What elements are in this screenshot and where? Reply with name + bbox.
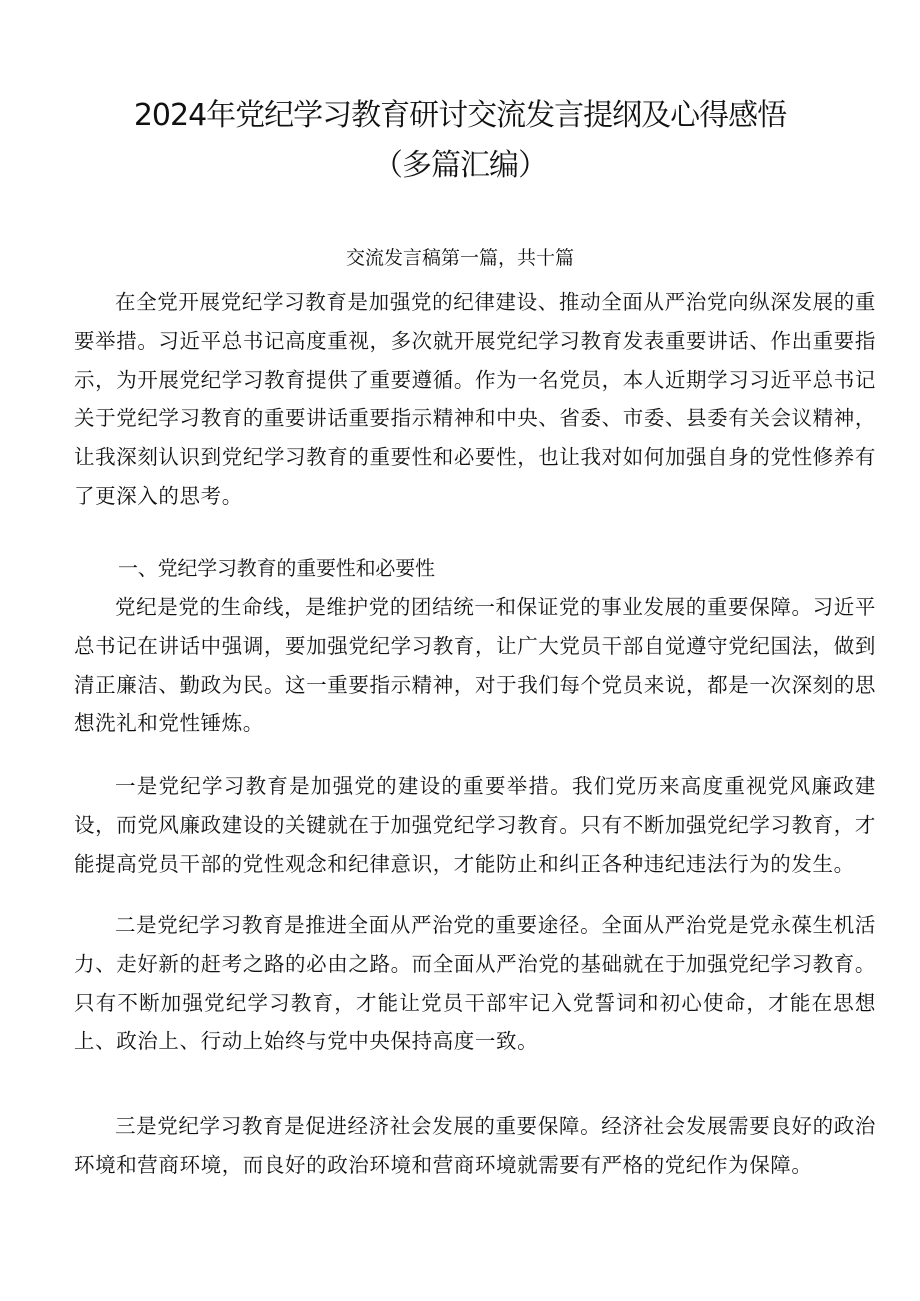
paragraph: 三是党纪学习教育是促进经济社会发展的重要保障。经济社会发展需要良好的政治环境和营商环境，而良好的政治环境和营商环境就需要有严格的党纪作为保障。 (74, 1114, 876, 1177)
paragraph-intro: 在全党开展党纪学习教育是加强党的纪律建设、推动全面从严治党向纵深发展的重要举措。习近平总书记高度重视，多次就开展党纪学习教育发表重要讲话、作出重要指示，为开展党纪学习教育提供了重要遵循。作为一名党员，本人近期学习习近平总书记关于党纪学习教育的重要讲话重要指示精神和中央、省委、市委、县委有关会议精神，让我深刻认识到党纪学习教育的重要性和必要性，也让我对如何加强自身的党性修养有了更深入的思考。 (74, 290, 876, 508)
document-title-suffix: （多篇汇编） (373, 148, 547, 183)
document-subtitle: 交流发言稿第一篇，共十篇 (345, 247, 574, 269)
paragraph: 党纪是党的生命线，是维护党的团结统一和保证党的事业发展的重要保障。习近平总书记在讲话中强调，要加强党纪学习教育，让广大党员干部自觉遵守党纪国法，做到清正廉洁、勤政为民。这一重要指示精神，对于我们每个党员来说，都是一次深刻的思想洗礼和党性锤炼。 (74, 595, 876, 736)
section-heading: 一、党纪学习教育的重要性和必要性 (118, 556, 435, 580)
paragraph: 一是党纪学习教育是加强党的建设的重要举措。我们党历来高度重视党风廉政建设，而党风廉政建设的关键就在于加强党纪学习教育。只有不断加强党纪学习教育，才能提高党员干部的党性观念和纪律意识，才能防止和纠正各种违纪违法行为的发生。 (74, 774, 876, 876)
document-title: 2024年党纪学习教育研讨交流发言提纲及心得感悟 (133, 98, 787, 133)
paragraph: 二是党纪学习教育是推进全面从严治党的重要途径。全面从严治党是党永葆生机活力、走好新的赶考之路的必由之路。而全面从严治党的基础就在于加强党纪学习教育。只有不断加强党纪学习教育，才能让党员干部牢记入党誓词和初心使命，才能在思想上、政治上、行动上始终与党中央保持高度一致。 (74, 913, 876, 1054)
